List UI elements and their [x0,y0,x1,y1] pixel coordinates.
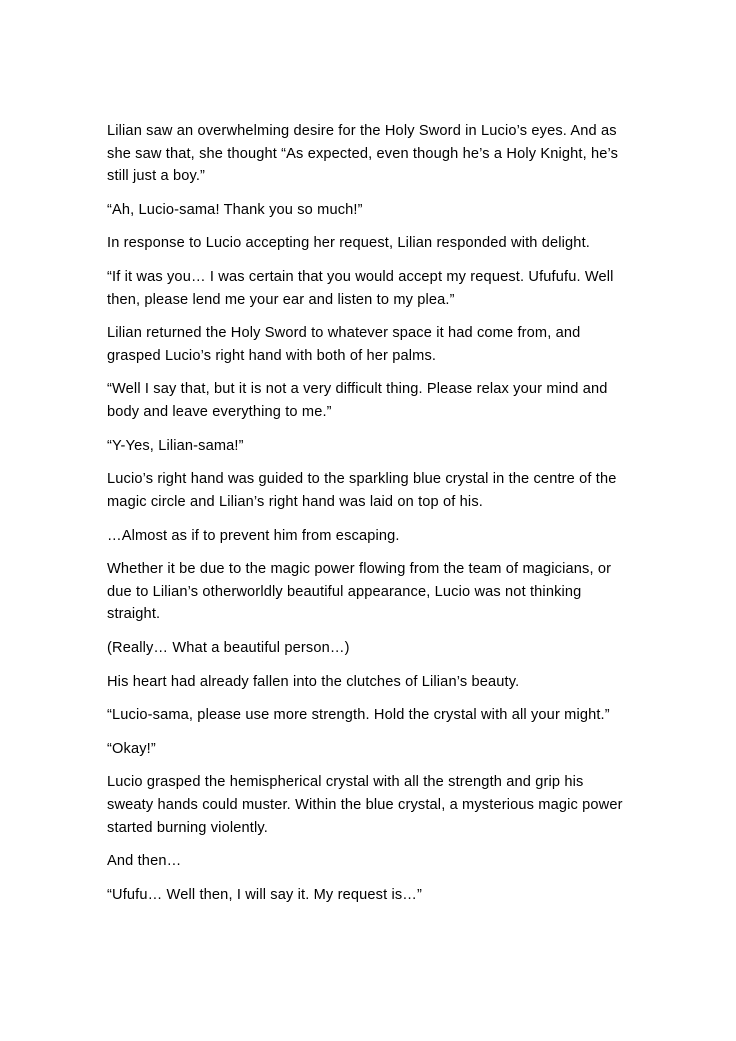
paragraph: “Ufufu… Well then, I will say it. My request is…” [107,886,423,903]
paragraph: “If it was you… I was certain that you would accept my request. Ufufufu. Well then, please lend me your ear and listen to my plea.” [107,269,614,308]
paragraph: “Y-Yes, Lilian-sama!” [107,437,244,454]
paragraph: “Ah, Lucio-sama! Thank you so much!” [107,201,363,218]
paragraph: “Okay!” [107,740,156,757]
paragraph: And then… [107,853,182,870]
paragraph: In response to Lucio accepting her request, Lilian responded with delight. [107,235,590,252]
paragraph: …Almost as if to prevent him from escaping. [107,527,400,544]
paragraph: Lucio grasped the hemispherical crystal with all the strength and grip his sweaty hands could muster. Within the blue crystal, a mysterious magic power started burning violently. [107,774,623,836]
paragraph: (Really… What a beautiful person…) [107,639,350,656]
paragraph: Lilian saw an overwhelming desire for the Holy Sword in Lucio’s eyes. And as she saw that, she thought “As expected, even though he’s a Holy Knight, he’s still just a boy.” [107,123,619,185]
paragraph: “Well I say that, but it is not a very difficult thing. Please relax your mind and body and leave everything to me.” [107,381,608,421]
paragraph: “Lucio-sama, please use more strength. Hold the crystal with all your might.” [107,707,610,724]
text-body [107,120,629,906]
paragraph: Lilian returned the Holy Sword to whatever space it had come from, and grasped Lucio’s right hand with both of her palms. [107,325,581,364]
paragraph: His heart had already fallen into the clutches of Lilian’s beauty. [107,673,520,690]
paragraph: Whether it be due to the magic power flowing from the team of magicians, or due to Lilian’s otherworldly beautiful appearance, Lucio was not thinking straight. [107,561,612,623]
paragraph: Lucio’s right hand was guided to the sparkling blue crystal in the centre of the magic circle and Lilian’s right hand was laid on top of his. [107,471,617,510]
